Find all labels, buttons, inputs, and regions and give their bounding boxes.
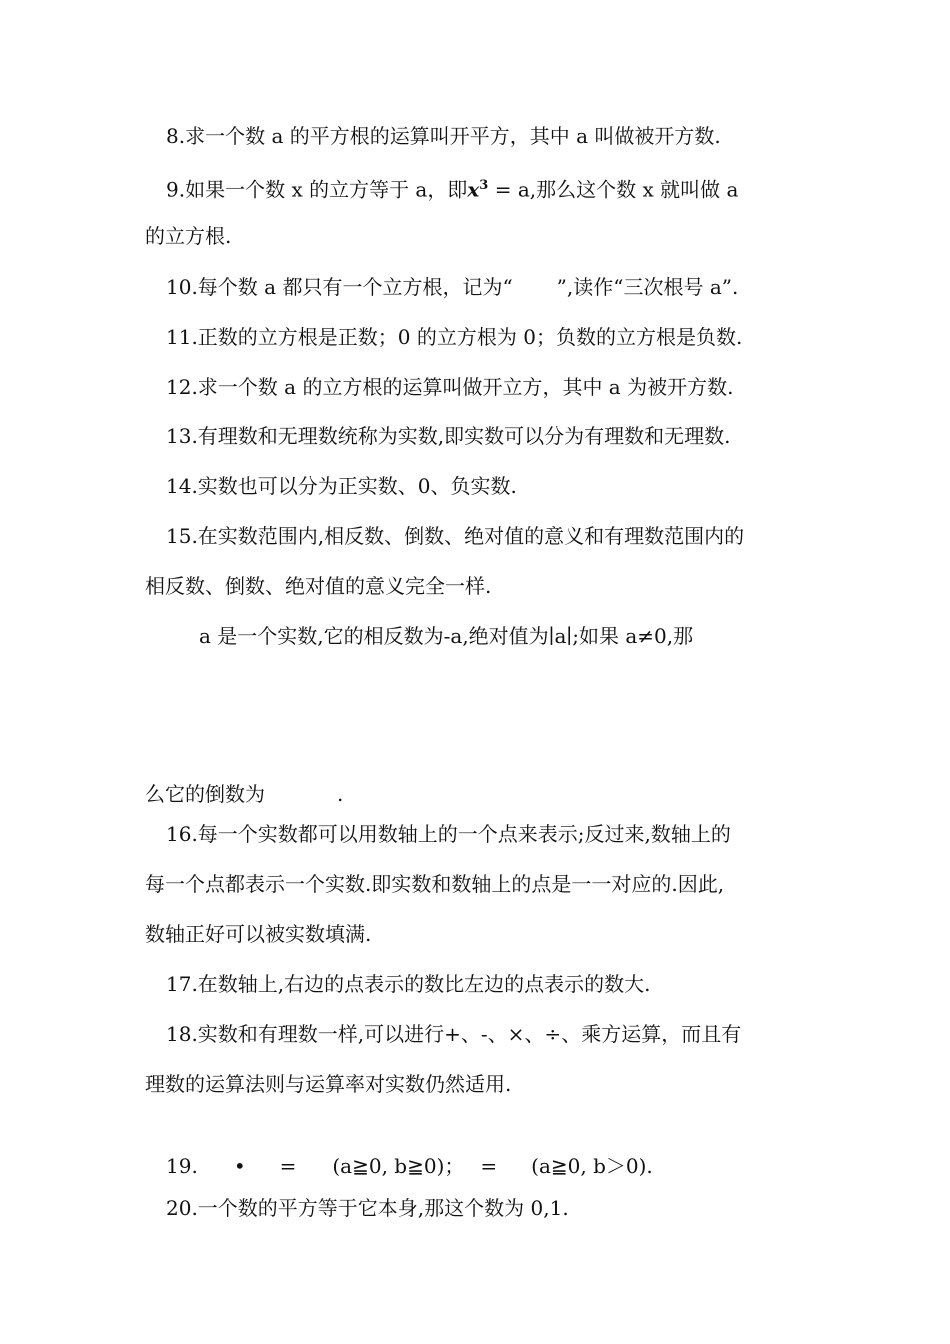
math-equals: = <box>488 177 518 202</box>
item-20: 20.一个数的平方等于它本身,那这个数为 0,1. <box>166 1196 569 1220</box>
item-13: 13.有理数和无理数统称为实数,即实数可以分为有理数和无理数. <box>166 424 731 448</box>
item-19 <box>166 1152 653 1180</box>
item-18-line-2: 理数的运算法则与运算率对实数仍然适用. <box>145 1072 512 1096</box>
item-15-text-post: . <box>337 782 344 806</box>
item-9-text-pre: 9.如果一个数 x 的立方等于 a，即 <box>166 177 468 202</box>
item-17: 17.在数轴上,右边的点表示的数比左边的点表示的数大. <box>166 972 651 996</box>
item-10-text-post: ”,读作“三次根号 a”. <box>556 275 739 299</box>
math-variable-x: x <box>467 177 480 202</box>
item-14: 14.实数也可以分为正实数、0、负实数. <box>166 474 517 498</box>
item-9-text-post: a,那么这个数 x 就叫做 a <box>517 177 739 202</box>
item-15-line-3: a 是一个实数,它的相反数为-a,绝对值为∣a∣;如果 a≠0,那 <box>199 624 694 648</box>
item-18-line-1: 18.实数和有理数一样,可以进行+、-、×、÷、乘方运算，而且有 <box>166 1022 742 1046</box>
multiply-dot: • <box>233 1154 246 1178</box>
item-8: 8.求一个数 a 的平方根的运算叫开平方，其中 a 叫做被开方数. <box>166 124 721 148</box>
item-10 <box>166 273 738 301</box>
item-15-text-pre: 么它的倒数为 <box>145 782 265 806</box>
item-11: 11.正数的立方根是正数；0 的立方根为 0；负数的立方根是负数. <box>166 325 743 349</box>
item-10-text-pre: 10.每个数 a 都只有一个立方根，记为“ <box>166 275 513 299</box>
item-16-line-3: 数轴正好可以被实数填满. <box>145 922 372 946</box>
item-12: 12.求一个数 a 的立方根的运算叫做开立方，其中 a 为被开方数. <box>166 375 734 399</box>
item-15-line-1: 15.在实数范围内,相反数、倒数、绝对值的意义和有理数范围内的 <box>166 524 745 548</box>
item-15-line-4 <box>145 780 343 808</box>
item-15-line-2: 相反数、倒数、绝对值的意义完全一样. <box>145 574 492 598</box>
equals-sign-1: = <box>279 1154 297 1178</box>
math-exponent: 3 <box>479 178 489 193</box>
item-19-number: 19. <box>166 1154 198 1178</box>
item-16-line-1: 16.每一个实数都可以用数轴上的一个点来表示;反过来,数轴上的 <box>166 822 731 846</box>
item-9-line-1 <box>166 172 738 204</box>
equals-sign-2: = <box>480 1154 498 1178</box>
condition-1: (a≧0, b≧0)； <box>332 1154 465 1178</box>
condition-2: (a≧0, b＞0). <box>531 1154 653 1178</box>
item-16-line-2: 每一个点都表示一个实数.即实数和数轴上的点是一一对应的.因此, <box>145 872 725 896</box>
item-9-line-2: 的立方根. <box>145 224 232 248</box>
